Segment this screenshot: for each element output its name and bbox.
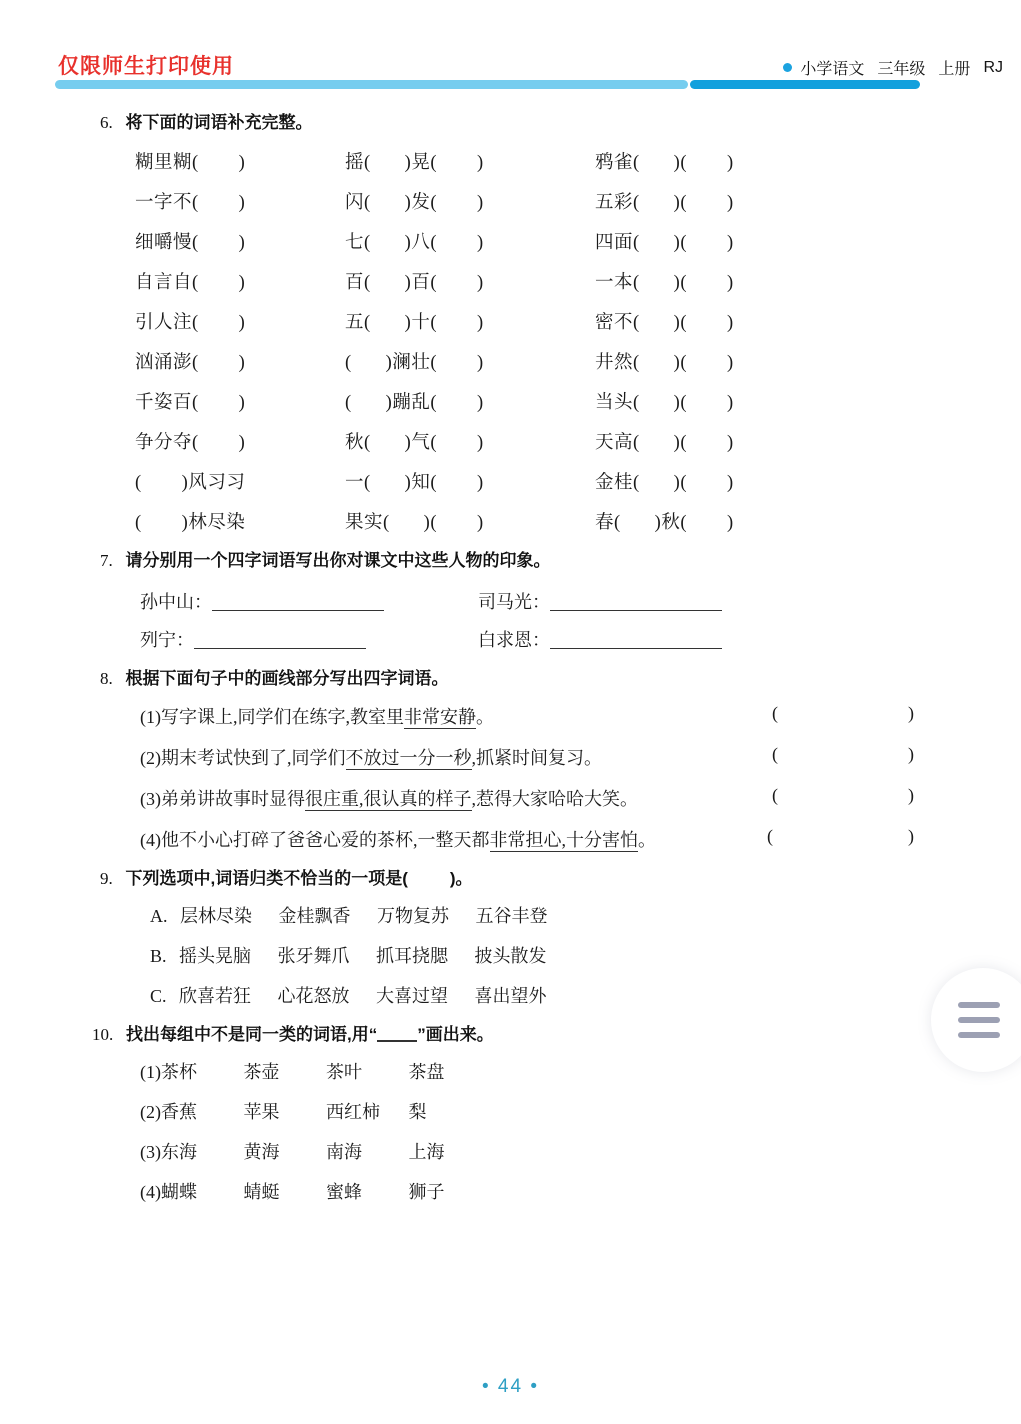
question-7-number: 7. <box>100 551 113 570</box>
q9-word-1-3: 披头散发 <box>474 946 547 966</box>
q6-col3-b-8: )( <box>673 473 687 493</box>
q9-word-0-3: 五谷丰登 <box>475 906 548 926</box>
q10-word-1-0[interactable]: 香蕉 <box>161 1102 197 1122</box>
question-8-number: 8. <box>100 669 113 688</box>
bullet-dot-icon <box>783 63 792 72</box>
q10-word-0-2[interactable]: 茶叶 <box>326 1062 362 1082</box>
question-9-heading <box>100 864 473 889</box>
q7-answer-blank-3[interactable] <box>550 628 722 649</box>
q6-cell-col3-row8[interactable] <box>595 428 734 454</box>
q6-col2-a-2: 七( <box>345 233 371 253</box>
q10-word-2-1[interactable]: 黄海 <box>243 1142 280 1162</box>
q6-cell-col1-row8[interactable] <box>135 428 245 454</box>
q6-col3-close-0: ) <box>727 153 734 173</box>
q6-col3-a-5: 井然( <box>595 353 640 373</box>
q10-index-2: (3) <box>140 1142 161 1162</box>
q6-col3-a-7: 天高( <box>595 433 640 453</box>
hamburger-menu-icon-bar-3 <box>958 1032 1000 1038</box>
q6-col2-close-0: ) <box>477 153 484 173</box>
question-9-title-post: )。 <box>449 869 473 888</box>
q6-cell-col2-row6[interactable] <box>345 348 484 374</box>
q6-col2-b-5: )澜壮( <box>385 353 437 373</box>
header-rule-right <box>690 80 920 89</box>
q6-col3-a-9: 春( <box>595 513 621 533</box>
q9-word-0-1: 金桂飘香 <box>278 906 351 926</box>
question-10-title-pre: 找出每组中不是同一类的词语,用“ <box>125 1025 378 1044</box>
question-10-heading <box>92 1020 494 1045</box>
floating-menu-button[interactable] <box>931 968 1021 1072</box>
q8-pre-0: 写字课上,同学们在练字,教室里 <box>161 707 404 727</box>
q6-col2-b-4: )十( <box>404 313 437 333</box>
q6-col1-close-2: ) <box>238 233 246 253</box>
q8-sentence-1 <box>140 703 494 729</box>
q6-col2-a-5: ( <box>345 353 352 373</box>
q6-col3-b-0: )( <box>673 153 687 173</box>
q8-underline-0: 非常安静 <box>404 707 476 727</box>
q6-col3-close-7: ) <box>727 433 734 453</box>
q6-col1-text-3: 自言自( <box>135 273 199 293</box>
q8-pre-3: 他不小心打碎了爸爸心爱的茶杯,一整天都 <box>161 830 490 850</box>
q6-cell-col3-row7[interactable] <box>595 388 734 414</box>
q6-col1-text-4: 引人注( <box>135 313 199 333</box>
q9-word-1-2: 抓耳挠腮 <box>376 946 449 966</box>
q9-option-a[interactable] <box>150 902 548 928</box>
hamburger-menu-icon-bar-1 <box>958 1002 1000 1008</box>
q8-answer-paren-close-0[interactable]: ) <box>908 703 914 723</box>
q10-group-2[interactable] <box>140 1098 427 1124</box>
q7-item-sun-yat-sen <box>140 588 384 614</box>
q6-col2-a-1: 闪( <box>345 193 371 213</box>
q6-col2-b-2: )八( <box>404 233 437 253</box>
q10-word-1-3[interactable]: 梨 <box>408 1102 427 1122</box>
q6-cell-col2-row10[interactable] <box>345 508 484 534</box>
q10-word-1-1[interactable]: 苹果 <box>243 1102 280 1122</box>
q8-index-1: (2) <box>140 748 161 768</box>
q6-col3-a-3: 一本( <box>595 273 640 293</box>
q8-answer-paren-open-1: ( <box>772 744 778 764</box>
q6-cell-col2-row8[interactable] <box>345 428 484 454</box>
q6-col3-b-9: )秋( <box>654 513 687 533</box>
q7-label-2: 列宁： <box>140 630 194 650</box>
q10-word-3-1[interactable]: 蜻蜓 <box>243 1182 280 1202</box>
q9-option-c[interactable] <box>150 982 547 1008</box>
meta-volume: 上册 <box>938 61 971 78</box>
q9-word-0-2: 万物复苏 <box>377 906 449 926</box>
q10-word-2-0[interactable]: 东海 <box>161 1142 197 1162</box>
q10-index-1: (2) <box>140 1102 161 1122</box>
q6-cell-col1-row5[interactable] <box>135 308 245 334</box>
q6-col1-text-9: ( <box>135 513 142 533</box>
q10-group-3[interactable] <box>140 1138 445 1164</box>
q6-col2-b-8: )知( <box>404 473 437 493</box>
q7-label-3: 白求恩： <box>478 630 550 650</box>
q6-col2-b-9: )( <box>423 513 437 533</box>
q10-word-0-0[interactable]: 茶杯 <box>161 1062 197 1082</box>
q9-option-letter-2: C. <box>150 986 167 1006</box>
q10-sample-underline <box>377 1020 417 1042</box>
q6-cell-col1-row7[interactable] <box>135 388 245 414</box>
q6-col1-close-4: ) <box>238 313 246 333</box>
q6-cell-col3-row2[interactable] <box>595 188 734 214</box>
q6-col2-b-3: )百( <box>404 273 437 293</box>
q6-col1-close-0: ) <box>238 153 246 173</box>
q10-group-4[interactable] <box>140 1178 445 1204</box>
q7-answer-blank-2[interactable] <box>194 628 366 649</box>
q7-label-1: 司马光： <box>478 592 550 612</box>
q6-cell-col1-row2[interactable] <box>135 188 245 214</box>
q6-col1-close-3: ) <box>238 273 246 293</box>
q6-col1-close-1: ) <box>238 193 246 213</box>
q8-pre-2: 弟弟讲故事时显得 <box>161 789 305 809</box>
q6-col2-b-7: )气( <box>404 433 437 453</box>
q10-word-2-3[interactable]: 上海 <box>408 1142 445 1162</box>
meta-grade: 三年级 <box>877 61 926 78</box>
q6-cell-col3-row5[interactable] <box>595 308 734 334</box>
q6-cell-col1-row4[interactable] <box>135 268 245 294</box>
q7-label-0: 孙中山： <box>140 592 212 612</box>
q9-word-2-2: 大喜过望 <box>376 986 449 1006</box>
q6-col2-a-3: 百( <box>345 273 371 293</box>
question-8-title: 根据下面句子中的画线部分写出四字词语。 <box>125 669 449 688</box>
q7-item-sima-guang <box>478 588 722 614</box>
q6-col1-tail-8: )风习习 <box>181 473 246 493</box>
q6-col3-close-2: ) <box>727 233 734 253</box>
q8-answer-paren-open-0: ( <box>772 703 778 723</box>
q6-col1-tail-9: )林尽染 <box>181 513 246 533</box>
q6-col3-close-1: ) <box>727 193 734 213</box>
q6-cell-col3-row3[interactable] <box>595 228 734 254</box>
q6-col3-b-3: )( <box>673 273 687 293</box>
q9-word-2-0: 欣喜若狂 <box>179 986 252 1006</box>
question-6-title: 将下面的词语补充完整。 <box>125 113 313 132</box>
q6-cell-col2-row3[interactable] <box>345 228 484 254</box>
question-7-heading <box>100 546 550 571</box>
textbook-meta <box>783 56 1003 79</box>
question-7-title: 请分别用一个四字词语写出你对课文中这些人物的印象。 <box>125 551 551 570</box>
q8-underline-1: 不放过一分一秒 <box>345 748 472 768</box>
page-number: • 44 • <box>482 1376 539 1397</box>
q8-post-1: ,抓紧时间复习。 <box>471 748 602 768</box>
q9-option-letter-0: A. <box>150 906 168 926</box>
q6-col2-a-6: ( <box>345 393 352 413</box>
q6-cell-col2-row7[interactable] <box>345 388 484 414</box>
meta-edition: RJ <box>983 58 1003 76</box>
q6-col3-close-4: ) <box>727 313 734 333</box>
q8-answer-paren-close-3[interactable]: ) <box>908 826 914 846</box>
q8-post-2: ,惹得大家哈哈大笑。 <box>471 789 638 809</box>
q8-post-3: 。 <box>638 830 656 850</box>
q6-col3-close-8: ) <box>727 473 734 493</box>
q8-pre-1: 期末考试快到了,同学们 <box>161 748 346 768</box>
q6-col2-close-3: ) <box>477 273 484 293</box>
q6-cell-col2-row4[interactable] <box>345 268 484 294</box>
q8-index-3: (4) <box>140 830 161 850</box>
q6-cell-col1-row9[interactable] <box>135 468 245 494</box>
q8-sentence-2 <box>140 744 602 770</box>
q6-col2-a-4: 五( <box>345 313 371 333</box>
q6-col2-b-6: )蹦乱( <box>385 393 437 413</box>
print-restriction-watermark: 仅限师生打印使用 <box>58 55 234 78</box>
q9-word-1-1: 张牙舞爪 <box>277 946 350 966</box>
q10-index-3: (4) <box>140 1182 161 1202</box>
q9-word-1-0: 摇头晃脑 <box>179 946 252 966</box>
q6-col2-close-7: ) <box>477 433 484 453</box>
q6-col2-a-9: 果实( <box>345 513 390 533</box>
q6-col2-a-7: 秋( <box>345 433 371 453</box>
q6-col3-a-4: 密不( <box>595 313 640 333</box>
q6-col1-text-5: 汹涌澎( <box>135 353 199 373</box>
q6-cell-col1-row6[interactable] <box>135 348 245 374</box>
q6-col3-b-2: )( <box>673 233 687 253</box>
q9-option-b[interactable] <box>150 942 547 968</box>
q6-cell-col3-row1[interactable] <box>595 148 734 174</box>
q6-col3-a-6: 当头( <box>595 393 640 413</box>
q10-index-0: (1) <box>140 1062 161 1082</box>
q6-col2-a-8: 一( <box>345 473 371 493</box>
q6-col2-close-8: ) <box>477 473 484 493</box>
q6-col2-close-9: ) <box>477 513 484 533</box>
q6-col3-a-0: 鸦雀( <box>595 153 640 173</box>
q10-word-0-3[interactable]: 茶盘 <box>408 1062 445 1082</box>
q10-word-1-2[interactable]: 西红柿 <box>326 1102 380 1122</box>
q6-col3-b-4: )( <box>673 313 687 333</box>
q6-col3-a-2: 四面( <box>595 233 640 253</box>
q6-col2-close-4: ) <box>477 313 484 333</box>
q9-word-2-3: 喜出望外 <box>474 986 547 1006</box>
hamburger-menu-icon-bar-2 <box>958 1017 1000 1023</box>
q6-col1-close-7: ) <box>238 433 246 453</box>
question-6-number: 6. <box>100 113 113 132</box>
q6-col3-b-6: )( <box>673 393 687 413</box>
q8-sentence-3 <box>140 785 638 811</box>
q6-col1-close-5: ) <box>238 353 246 373</box>
q6-cell-col2-row5[interactable] <box>345 308 484 334</box>
header-rule-left <box>55 80 688 89</box>
q6-col3-b-7: )( <box>673 433 687 453</box>
q6-cell-col1-row1[interactable] <box>135 148 245 174</box>
q6-col2-b-1: )发( <box>404 193 437 213</box>
question-10-title-post: ”画出来。 <box>417 1025 494 1044</box>
q6-col2-close-2: ) <box>477 233 484 253</box>
question-9-number: 9. <box>100 869 113 888</box>
q8-index-2: (3) <box>140 789 161 809</box>
q8-post-0: 。 <box>476 707 494 727</box>
q10-word-0-1[interactable]: 茶壶 <box>243 1062 280 1082</box>
q6-col1-text-2: 细嚼慢( <box>135 233 199 253</box>
q6-cell-col1-row3[interactable] <box>135 228 245 254</box>
q7-item-bethune <box>478 626 722 652</box>
q6-col3-b-5: )( <box>673 353 687 373</box>
q6-col3-close-9: ) <box>727 513 734 533</box>
q8-underline-3: 非常担心,十分害怕 <box>489 830 638 850</box>
question-10-number: 10. <box>92 1025 114 1044</box>
q9-option-letter-1: B. <box>150 946 167 966</box>
q6-cell-col3-row9[interactable] <box>595 468 734 494</box>
q6-col3-close-6: ) <box>727 393 734 413</box>
q6-col2-b-0: )晃( <box>404 153 437 173</box>
q6-cell-col2-row2[interactable] <box>345 188 484 214</box>
q8-sentence-4 <box>140 826 656 852</box>
q6-cell-col3-row4[interactable] <box>595 268 734 294</box>
q6-cell-col2-row1[interactable] <box>345 148 484 174</box>
q8-answer-paren-open-3: ( <box>767 826 773 846</box>
question-6-heading <box>100 108 312 133</box>
meta-subject: 小学语文 <box>800 61 865 78</box>
q10-word-3-0[interactable]: 蝴蝶 <box>161 1182 197 1202</box>
q6-col2-a-0: 摇( <box>345 153 371 173</box>
q6-cell-col1-row10[interactable] <box>135 508 245 534</box>
q6-col3-a-1: 五彩( <box>595 193 640 213</box>
q8-answer-paren-open-2: ( <box>772 785 778 805</box>
q6-col1-text-8: ( <box>135 473 142 493</box>
q7-answer-blank-0[interactable] <box>212 590 384 611</box>
q8-answer-paren-close-2[interactable]: ) <box>908 785 914 805</box>
q8-underline-2: 很庄重,很认真的样子 <box>305 789 472 809</box>
question-9-title-pre: 下列选项中,词语归类不恰当的一项是( <box>125 869 408 888</box>
q6-col3-a-8: 金桂( <box>595 473 640 493</box>
q6-col2-close-6: ) <box>477 393 484 413</box>
q6-col3-b-1: )( <box>673 193 687 213</box>
q6-col1-close-6: ) <box>238 393 246 413</box>
q6-cell-col2-row9[interactable] <box>345 468 484 494</box>
q7-answer-blank-1[interactable] <box>550 590 722 611</box>
q6-cell-col3-row10[interactable] <box>595 508 734 534</box>
q9-word-2-1: 心花怒放 <box>277 986 350 1006</box>
q10-group-1[interactable] <box>140 1058 445 1084</box>
q8-answer-paren-close-1[interactable]: ) <box>908 744 914 764</box>
q6-col2-close-5: ) <box>477 353 484 373</box>
q7-item-lenin <box>140 626 366 652</box>
q9-word-0-0: 层林尽染 <box>180 906 252 926</box>
q6-col1-text-0: 糊里糊( <box>135 153 199 173</box>
q6-col1-text-7: 争分夺( <box>135 433 199 453</box>
q10-word-2-2[interactable]: 南海 <box>326 1142 362 1162</box>
q10-word-3-3[interactable]: 狮子 <box>408 1182 445 1202</box>
q6-col2-close-1: ) <box>477 193 484 213</box>
q6-col1-text-1: 一字不( <box>135 193 199 213</box>
q6-col1-text-6: 千姿百( <box>135 393 199 413</box>
q10-word-3-2[interactable]: 蜜蜂 <box>326 1182 362 1202</box>
page-header <box>0 0 1021 96</box>
question-8-heading <box>100 664 448 689</box>
q6-cell-col3-row6[interactable] <box>595 348 734 374</box>
q6-col3-close-5: ) <box>727 353 734 373</box>
q8-index-0: (1) <box>140 707 161 727</box>
q6-col3-close-3: ) <box>727 273 734 293</box>
